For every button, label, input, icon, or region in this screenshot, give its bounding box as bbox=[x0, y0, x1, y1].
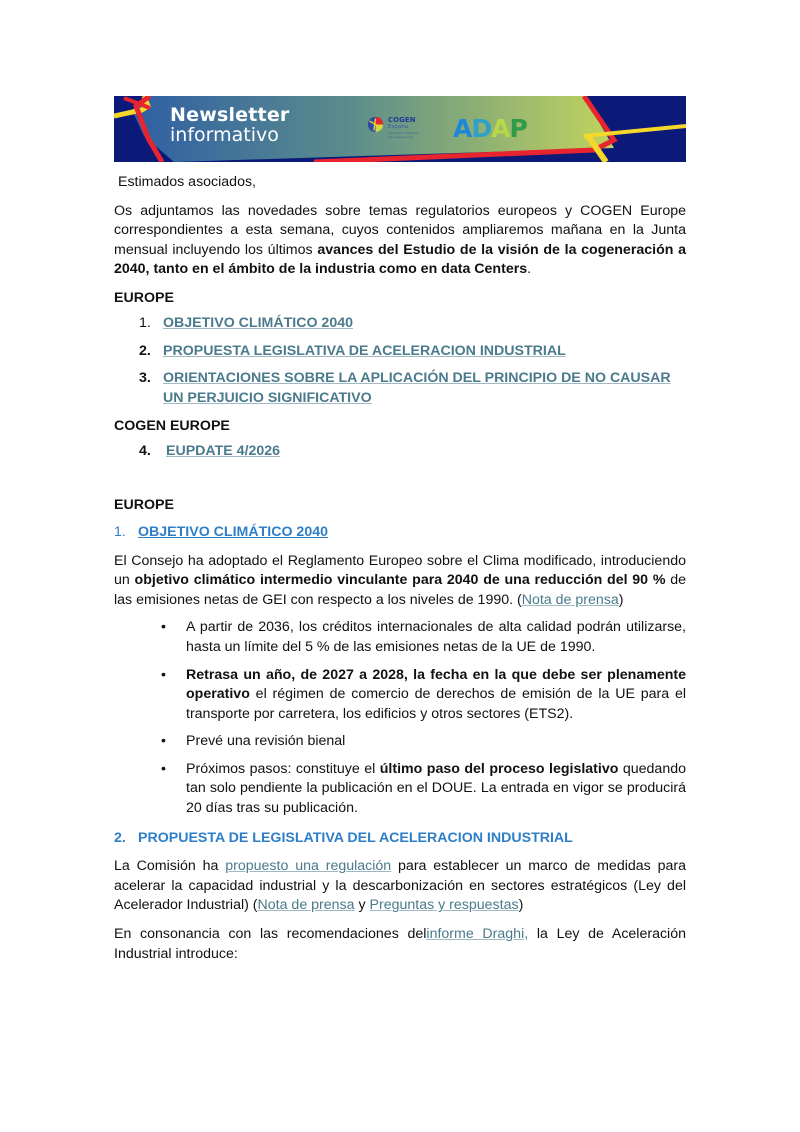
bullet-bold: Retrasa un año, de 2027 a 2028, la fecha en la que debe ser plenamente operativo bbox=[186, 666, 686, 703]
banner-title-line2: informativo bbox=[170, 124, 279, 146]
bullet-item bbox=[114, 732, 686, 752]
text: La Comisión ha bbox=[114, 858, 226, 875]
adap-letter: A bbox=[491, 114, 510, 143]
section2-title-text: PROPUESTA DE LEGISLATIVA DEL ACELERACION INDUSTRIAL bbox=[138, 829, 573, 846]
toc-number: 1. bbox=[139, 314, 151, 331]
intro-paragraph bbox=[114, 202, 686, 280]
bullet-text: Prevé una revisión bienal bbox=[186, 733, 346, 750]
toc-link-eupdate[interactable]: EUPDATE 4/2026 bbox=[166, 443, 281, 460]
toc-item bbox=[114, 342, 686, 362]
bullet-text: quedando tan solo pendiente la publicación en el DOUE. La entrada en vigor se producirá 20 días tras su publicación. bbox=[186, 760, 686, 817]
newsletter-banner bbox=[114, 96, 686, 162]
bullet-text: A partir de 2036, los créditos internacionales de alta calidad podrán utilizarse, hasta un límite del 5 % de las emisiones netas de la UE de 1990. bbox=[186, 619, 686, 655]
section2-title bbox=[114, 829, 686, 849]
toc-link-no-causar-perjuicio[interactable]: ORIENTACIONES SOBRE LA APLICACIÓN DEL PRINCIPIO DE NO CAUSAR UN PERJUICIO SIGNIFICATIVO bbox=[163, 370, 671, 406]
toc-number: 3. bbox=[139, 370, 151, 387]
bullet-icon: • bbox=[161, 619, 166, 636]
cogen-globe-icon bbox=[367, 116, 384, 133]
press-release-link[interactable]: Nota de prensa bbox=[257, 897, 355, 914]
adap-letter: P bbox=[509, 114, 527, 143]
adap-letter: A bbox=[453, 114, 472, 143]
intro-bold: avances del Estudio de la visión de la cogeneración a 2040, tanto en el ámbito de la industria como en data Centers bbox=[114, 241, 686, 278]
section1-paragraph bbox=[114, 552, 686, 611]
bold-text: objetivo climático intermedio vinculante para 2040 de una reducción del 90 % bbox=[134, 572, 666, 589]
proposed-regulation-link[interactable]: propuesto una regulación bbox=[225, 858, 392, 875]
draghi-report-link[interactable]: informe Draghi, bbox=[426, 926, 529, 943]
intro-end: . bbox=[527, 261, 532, 278]
intro-text: Os adjuntamos las novedades sobre temas regulatorios europeos y COGEN Europe correspondientes a esta semana, cuyos contenidos ampliaremos mañana en la Junta mensual incluyendo los últimos bbox=[114, 202, 686, 258]
cogen-wordmark bbox=[388, 116, 422, 139]
cogen-name: COGEN bbox=[388, 116, 416, 124]
section-europe-heading: EUROPE bbox=[114, 496, 174, 513]
bullet-bold: último paso del proceso legislativo bbox=[379, 760, 619, 777]
toc-cogen-list bbox=[114, 442, 686, 462]
toc-item bbox=[114, 314, 686, 334]
bullet-text: el régimen de comercio de derechos de emisión de la UE para el transporte por carretera, los edificios y otros sectores (ETS2). bbox=[186, 686, 686, 722]
bullet-text: Próximos pasos: constituye el bbox=[186, 760, 380, 777]
bullet-icon: • bbox=[161, 666, 166, 683]
bullet-item bbox=[114, 760, 686, 819]
toc-item bbox=[114, 442, 686, 462]
press-release-link[interactable]: Nota de prensa bbox=[521, 591, 619, 608]
text: ) bbox=[618, 591, 624, 608]
text: y bbox=[354, 897, 370, 914]
section1-bullets bbox=[114, 618, 686, 818]
toc-link-aceleracion-industrial[interactable]: PROPUESTA LEGISLATIVA DE ACELERACION INDUSTRIAL bbox=[163, 342, 566, 359]
adap-logo bbox=[453, 114, 527, 143]
section2-paragraph2 bbox=[114, 925, 686, 964]
adap-letter: D bbox=[471, 114, 492, 143]
toc-cogen-heading: COGEN EUROPE bbox=[114, 418, 230, 435]
text: la Ley de Aceleración Industrial introduce: bbox=[114, 926, 686, 962]
section1-title-link[interactable]: OBJETIVO CLIMÁTICO 2040 bbox=[138, 523, 328, 540]
text: ) bbox=[518, 897, 524, 914]
cogen-sub: España bbox=[388, 124, 409, 130]
newsletter-page bbox=[114, 96, 686, 964]
banner-title-line1: Newsletter bbox=[170, 104, 290, 126]
banner-title bbox=[170, 105, 289, 145]
qa-link[interactable]: Preguntas y respuestas bbox=[369, 897, 519, 914]
text: de las emisiones netas de GEI con respecto a los niveles de 1990. ( bbox=[114, 572, 686, 608]
greeting: Estimados asociados, bbox=[118, 174, 257, 190]
bullet-item bbox=[114, 666, 686, 725]
text: En consonancia con las recomendaciones del bbox=[114, 926, 427, 943]
section1-title bbox=[114, 523, 686, 543]
section2-paragraph1 bbox=[114, 857, 686, 916]
section2-number: 2. bbox=[114, 829, 126, 846]
bullet-icon: • bbox=[161, 733, 166, 750]
toc-number: 4. bbox=[139, 443, 151, 460]
toc-number: 2. bbox=[139, 342, 151, 359]
cogen-tagline: Asociación Española de Cogeneración bbox=[388, 131, 419, 139]
toc-link-objetivo-climatico[interactable]: OBJETIVO CLIMÁTICO 2040 bbox=[163, 314, 353, 331]
toc-europe-heading: EUROPE bbox=[114, 289, 174, 306]
bullet-item bbox=[114, 618, 686, 657]
toc-europe-list bbox=[114, 314, 686, 408]
text: para establecer un marco de medidas para acelerar la capacidad industrial y la descarbonización en sectores estratégicos (Ley del Acelerador Industrial) ( bbox=[114, 858, 686, 914]
section1-number: 1. bbox=[114, 523, 126, 540]
text: El Consejo ha adoptado el Reglamento Europeo sobre el Clima modificado, introduciendo un bbox=[114, 552, 686, 589]
bullet-icon: • bbox=[161, 760, 166, 777]
toc-item bbox=[114, 369, 686, 408]
